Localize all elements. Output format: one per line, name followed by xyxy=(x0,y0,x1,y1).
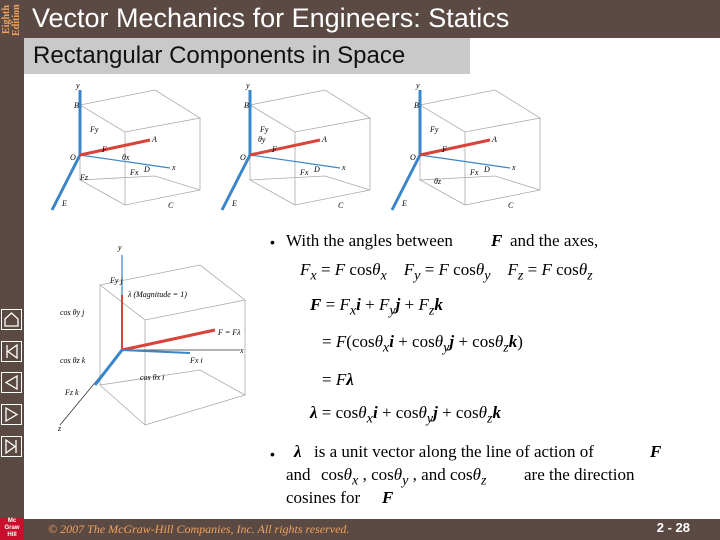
lambda-symbol: λ xyxy=(294,442,302,461)
svg-text:θz: θz xyxy=(434,177,442,186)
label-O: O xyxy=(70,153,76,162)
svg-text:Fx i: Fx i xyxy=(190,356,203,365)
svg-text:cos θy j: cos θy j xyxy=(60,308,85,317)
previous-slide-icon[interactable] xyxy=(1,372,22,393)
svg-text:E: E xyxy=(62,199,67,208)
svg-text:D: D xyxy=(144,165,150,174)
svg-text:x: x xyxy=(512,163,516,172)
svg-text:E: E xyxy=(402,199,407,208)
svg-text:λ (Magnitude = 1): λ (Magnitude = 1) xyxy=(128,290,187,299)
label-A: A xyxy=(152,135,157,144)
svg-text:x: x xyxy=(172,163,176,172)
svg-text:Fx: Fx xyxy=(300,168,309,177)
svg-text:x: x xyxy=(342,163,346,172)
figure-theta-z xyxy=(392,81,540,210)
bullet-2-and: and xyxy=(286,465,311,484)
figure-theta-y xyxy=(222,81,370,210)
svg-text:Fx: Fx xyxy=(470,168,479,177)
svg-text:O: O xyxy=(240,153,246,162)
svg-text:B: B xyxy=(244,101,249,110)
left-rail xyxy=(0,38,24,540)
svg-text:Fy: Fy xyxy=(260,125,269,134)
svg-text:θx: θx xyxy=(122,153,130,162)
course-title: Vector Mechanics for Engineers: Statics xyxy=(32,3,510,33)
svg-text:Fz: Fz xyxy=(80,173,88,182)
svg-text:cos θz k: cos θz k xyxy=(60,356,86,365)
svg-text:Fy: Fy xyxy=(90,125,99,134)
svg-text:y: y xyxy=(416,81,420,90)
svg-text:F: F xyxy=(102,145,107,154)
svg-text:F = Fλ: F = Fλ xyxy=(218,328,241,337)
bullet-2-cosines-for: cosines for xyxy=(286,488,361,507)
last-slide-icon[interactable] xyxy=(1,436,22,457)
eq-vector-sum: $F = F_xi + F_yj + F_zk$ xyxy=(310,295,443,319)
svg-text:θy: θy xyxy=(258,135,266,144)
svg-text:Fz k: Fz k xyxy=(65,388,79,397)
svg-text:A: A xyxy=(322,135,327,144)
svg-text:C: C xyxy=(338,201,344,210)
svg-text:C: C xyxy=(508,201,514,210)
eq-direction-cosines: = F(cosθ$_x$i + cosθ$_y$j + cosθ$_z$k) xyxy=(322,332,523,356)
home-icon[interactable] xyxy=(1,309,22,330)
svg-text:y: y xyxy=(118,243,122,252)
force-vector-symbol: F xyxy=(491,231,503,250)
svg-text:Fy: Fy xyxy=(430,125,439,134)
eq-f-lambda: = Fλ xyxy=(322,370,354,389)
next-slide-icon[interactable] xyxy=(1,404,22,425)
first-slide-icon[interactable] xyxy=(1,341,22,362)
svg-text:E: E xyxy=(232,199,237,208)
bullet-2-direction: are the direction xyxy=(524,465,635,484)
bullet-1-text: With the angles between xyxy=(286,231,453,250)
unit-vector-figure xyxy=(40,235,255,435)
svg-text:O: O xyxy=(410,153,416,162)
svg-text:x: x xyxy=(240,346,244,355)
svg-text:B: B xyxy=(414,101,419,110)
svg-text:C: C xyxy=(168,201,174,210)
label-B: B xyxy=(74,101,79,110)
svg-text:y: y xyxy=(76,81,80,90)
svg-text:A: A xyxy=(492,135,497,144)
svg-text:Fx: Fx xyxy=(130,168,139,177)
page-number: 2 - 28 xyxy=(656,520,690,535)
eq-fx: $F_x = F$ cosθ$_x$ $F_y = F$ cosθ$_y$ $F_z = F$ cosθ$_z$ xyxy=(300,260,593,284)
edition-label: Eighth Edition xyxy=(1,4,22,36)
publisher-logo: Mc Graw Hill xyxy=(0,517,24,540)
eq-lambda: λ = cosθ$_x$i + cosθ$_y$j + cosθ$_z$k xyxy=(310,403,501,427)
copyright: © 2007 The McGraw-Hill Companies, Inc. All rights reserved. xyxy=(48,522,350,536)
svg-text:D: D xyxy=(314,165,320,174)
section-title: Rectangular Components in Space xyxy=(33,42,406,69)
bullet-2-cosines: cosθ$_x$ , cosθ$_y$ , and cosθ$_z$ xyxy=(321,465,487,489)
component-figures xyxy=(40,80,700,220)
bullet-1-tail: and the axes, xyxy=(510,231,599,250)
svg-text:F: F xyxy=(272,145,277,154)
svg-text:z: z xyxy=(58,424,62,433)
svg-text:cos θx i: cos θx i xyxy=(140,373,165,382)
svg-text:Fy j: Fy j xyxy=(110,276,123,285)
svg-text:y: y xyxy=(246,81,250,90)
svg-text:D: D xyxy=(484,165,490,174)
figure-theta-x xyxy=(52,81,200,210)
svg-text:F: F xyxy=(442,145,447,154)
bullet-2-text: is a unit vector along the line of action of xyxy=(314,442,594,461)
